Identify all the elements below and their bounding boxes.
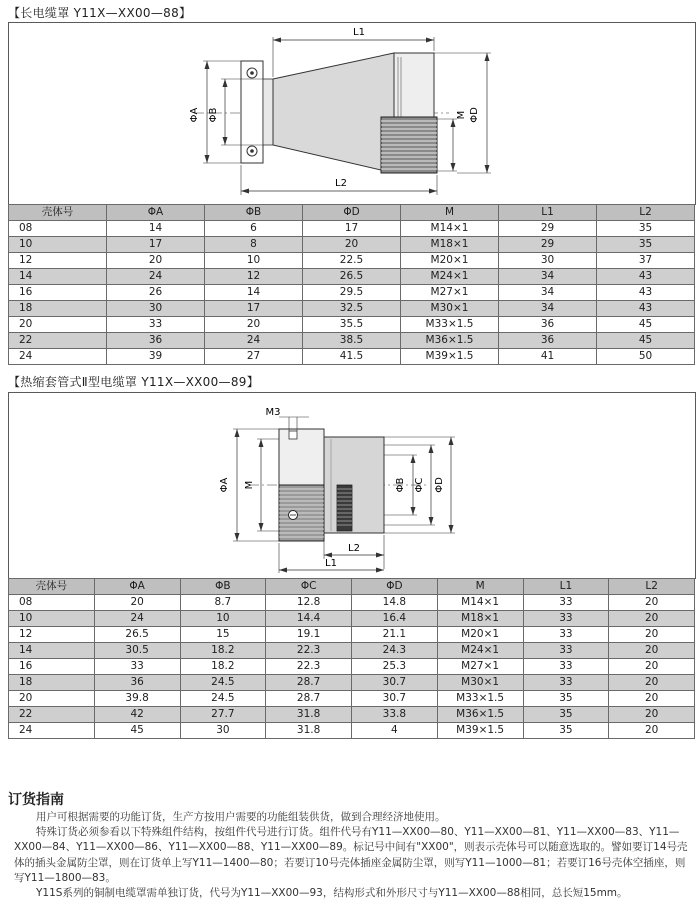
table-cell: 24 bbox=[94, 611, 180, 627]
table-row bbox=[9, 723, 695, 739]
heat-shrink-cable-cover-drawing bbox=[9, 393, 695, 579]
table-cell: M20×1 bbox=[401, 253, 499, 269]
table-cell: 22.5 bbox=[303, 253, 401, 269]
ordering-guide-text bbox=[14, 810, 690, 901]
table-cell: 17 bbox=[205, 301, 303, 317]
section1-drawing bbox=[8, 22, 696, 205]
dim2-l1: L1 bbox=[325, 558, 337, 569]
table-row bbox=[9, 285, 695, 301]
table-cell: 34 bbox=[499, 285, 597, 301]
col-header: 壳体号 bbox=[9, 205, 107, 221]
table-row bbox=[9, 643, 695, 659]
col-header: ΦA bbox=[107, 205, 205, 221]
table-cell: 31.8 bbox=[266, 723, 352, 739]
dim-l1: L1 bbox=[353, 27, 365, 38]
table-cell: 8.7 bbox=[180, 595, 266, 611]
table-cell: 33 bbox=[523, 643, 609, 659]
table-cell: 6 bbox=[205, 221, 303, 237]
table-cell: 14 bbox=[9, 269, 107, 285]
dim2-phi-c: ΦC bbox=[414, 477, 425, 493]
table-cell: 15 bbox=[180, 627, 266, 643]
table-cell: 30.5 bbox=[94, 643, 180, 659]
table-cell: 22 bbox=[9, 333, 107, 349]
table-cell: 26 bbox=[107, 285, 205, 301]
table-cell: 45 bbox=[597, 333, 695, 349]
table-cell: 36 bbox=[107, 333, 205, 349]
table-cell: 14.4 bbox=[266, 611, 352, 627]
table-cell: M24×1 bbox=[401, 269, 499, 285]
dim-phi-d: ΦD bbox=[469, 107, 480, 123]
table-cell: 18 bbox=[9, 675, 95, 691]
table-cell: 39 bbox=[107, 349, 205, 365]
dim2-l2: L2 bbox=[348, 543, 360, 554]
section2-drawing bbox=[8, 392, 696, 579]
table-cell: 20 bbox=[303, 237, 401, 253]
table-cell: M27×1 bbox=[437, 659, 523, 675]
table-cell: M30×1 bbox=[437, 675, 523, 691]
table-cell: 33 bbox=[94, 659, 180, 675]
table-cell: 20 bbox=[609, 627, 695, 643]
table-cell: 33 bbox=[523, 611, 609, 627]
table-cell: 24.5 bbox=[180, 691, 266, 707]
table-cell: 18 bbox=[9, 301, 107, 317]
table-cell: 30.7 bbox=[352, 691, 438, 707]
table-row bbox=[9, 349, 695, 365]
dim-phi-b: ΦB bbox=[208, 107, 219, 123]
table-cell: 42 bbox=[94, 707, 180, 723]
table-row bbox=[9, 269, 695, 285]
col-header: ΦD bbox=[352, 579, 438, 595]
table-cell: 43 bbox=[597, 269, 695, 285]
table-cell: 20 bbox=[9, 317, 107, 333]
table-cell: 24 bbox=[205, 333, 303, 349]
table-row bbox=[9, 221, 695, 237]
table-cell: 24 bbox=[107, 269, 205, 285]
table-cell: 33 bbox=[523, 595, 609, 611]
table-cell: 10 bbox=[9, 611, 95, 627]
table-cell: M18×1 bbox=[437, 611, 523, 627]
guide-paragraph: 用户可根据需要的功能订货，生产方按用户需要的功能组装供货，做到合理经济地使用。 bbox=[36, 811, 446, 823]
table-cell: 10 bbox=[9, 237, 107, 253]
table-cell: 34 bbox=[499, 301, 597, 317]
col-header: 壳体号 bbox=[9, 579, 95, 595]
table-cell: 29 bbox=[499, 221, 597, 237]
col-header: L1 bbox=[523, 579, 609, 595]
table-row bbox=[9, 611, 695, 627]
table-row bbox=[9, 675, 695, 691]
table-row bbox=[9, 301, 695, 317]
table-cell: 20 bbox=[9, 691, 95, 707]
table-cell: M36×1.5 bbox=[401, 333, 499, 349]
table-cell: 27.7 bbox=[180, 707, 266, 723]
table-cell: 12 bbox=[205, 269, 303, 285]
table-cell: 14.8 bbox=[352, 595, 438, 611]
table-cell: 8 bbox=[205, 237, 303, 253]
col-header: L2 bbox=[597, 205, 695, 221]
table-cell: 35 bbox=[597, 221, 695, 237]
table-cell: 17 bbox=[107, 237, 205, 253]
table-cell: 33 bbox=[523, 659, 609, 675]
table-cell: 38.5 bbox=[303, 333, 401, 349]
table-cell: 30 bbox=[499, 253, 597, 269]
table-cell: 16 bbox=[9, 285, 107, 301]
table-cell: 20 bbox=[609, 643, 695, 659]
table-cell: 18.2 bbox=[180, 659, 266, 675]
table-cell: M14×1 bbox=[437, 595, 523, 611]
table-cell: 33 bbox=[523, 675, 609, 691]
table-row bbox=[9, 595, 695, 611]
table-cell: 39.8 bbox=[94, 691, 180, 707]
col-header: L1 bbox=[499, 205, 597, 221]
table-cell: 08 bbox=[9, 221, 107, 237]
table-cell: M27×1 bbox=[401, 285, 499, 301]
table-cell: 21.1 bbox=[352, 627, 438, 643]
col-header: ΦD bbox=[303, 205, 401, 221]
table-cell: 14 bbox=[107, 221, 205, 237]
table-cell: 36 bbox=[499, 317, 597, 333]
table-cell: 22 bbox=[9, 707, 95, 723]
dim2-phi-d: ΦD bbox=[434, 477, 445, 493]
dim-phi-a: ΦA bbox=[189, 107, 200, 123]
table-cell: 50 bbox=[597, 349, 695, 365]
table-cell: M20×1 bbox=[437, 627, 523, 643]
table-cell: 35.5 bbox=[303, 317, 401, 333]
ordering-guide-title: 订货指南 bbox=[8, 792, 64, 808]
table-cell: M33×1.5 bbox=[401, 317, 499, 333]
table-cell: 12.8 bbox=[266, 595, 352, 611]
dim-m3: M3 bbox=[265, 407, 281, 418]
table-cell: 24 bbox=[9, 723, 95, 739]
table-cell: 33 bbox=[107, 317, 205, 333]
table-cell: 29.5 bbox=[303, 285, 401, 301]
table-cell: 20 bbox=[609, 723, 695, 739]
table-cell: 22.3 bbox=[266, 643, 352, 659]
table-row bbox=[9, 627, 695, 643]
table-cell: 41 bbox=[499, 349, 597, 365]
table-cell: 20 bbox=[205, 317, 303, 333]
table-cell: M39×1.5 bbox=[401, 349, 499, 365]
table-cell: 20 bbox=[609, 707, 695, 723]
table-cell: 10 bbox=[180, 611, 266, 627]
table-cell: M36×1.5 bbox=[437, 707, 523, 723]
col-header: M bbox=[401, 205, 499, 221]
table-cell: 28.7 bbox=[266, 691, 352, 707]
table-cell: 24.5 bbox=[180, 675, 266, 691]
col-header: ΦB bbox=[180, 579, 266, 595]
table-row bbox=[9, 659, 695, 675]
table-cell: 31.8 bbox=[266, 707, 352, 723]
dim2-phi-b: ΦB bbox=[395, 477, 406, 493]
table-cell: 41.5 bbox=[303, 349, 401, 365]
table-header-row bbox=[9, 579, 695, 595]
table-cell: 12 bbox=[9, 627, 95, 643]
col-header: M bbox=[437, 579, 523, 595]
table-cell: 43 bbox=[597, 285, 695, 301]
table-header-row bbox=[9, 205, 695, 221]
col-header: ΦC bbox=[266, 579, 352, 595]
table-cell: 19.1 bbox=[266, 627, 352, 643]
table-cell: 26.5 bbox=[303, 269, 401, 285]
table-cell: 20 bbox=[609, 611, 695, 627]
table-cell: 29 bbox=[499, 237, 597, 253]
table-cell: 30 bbox=[107, 301, 205, 317]
table-cell: 22.3 bbox=[266, 659, 352, 675]
table-cell: 20 bbox=[94, 595, 180, 611]
table-cell: 35 bbox=[523, 707, 609, 723]
table-cell: 27 bbox=[205, 349, 303, 365]
table-cell: 16 bbox=[9, 659, 95, 675]
dim2-phi-a: ΦA bbox=[219, 477, 230, 493]
table-cell: 34 bbox=[499, 269, 597, 285]
table-cell: 30 bbox=[180, 723, 266, 739]
guide-paragraph: Y11S系列的铜制电缆罩需单独订货，代号为Y11—XX00—93，结构形式和外形尺寸与Y11—XX00—88相同，总长短15mm。 bbox=[36, 887, 628, 900]
table-cell: 20 bbox=[107, 253, 205, 269]
table-row bbox=[9, 707, 695, 723]
table-cell: 14 bbox=[9, 643, 95, 659]
table-cell: M14×1 bbox=[401, 221, 499, 237]
table-cell: 33.8 bbox=[352, 707, 438, 723]
table-cell: 20 bbox=[609, 659, 695, 675]
table-cell: 45 bbox=[94, 723, 180, 739]
table-row bbox=[9, 333, 695, 349]
table-cell: 12 bbox=[9, 253, 107, 269]
table-cell: 17 bbox=[303, 221, 401, 237]
section1-title: 【长电缆罩 Y11X—XX00—88】 bbox=[8, 6, 192, 20]
table-cell: 14 bbox=[205, 285, 303, 301]
dim-m: M bbox=[456, 110, 467, 120]
table-row bbox=[9, 691, 695, 707]
table-cell: M30×1 bbox=[401, 301, 499, 317]
table-cell: 37 bbox=[597, 253, 695, 269]
table-cell: 30.7 bbox=[352, 675, 438, 691]
table-cell: 20 bbox=[609, 595, 695, 611]
section1-table bbox=[8, 204, 695, 365]
table-cell: 35 bbox=[523, 691, 609, 707]
table-row bbox=[9, 237, 695, 253]
table-cell: M33×1.5 bbox=[437, 691, 523, 707]
table-cell: 4 bbox=[352, 723, 438, 739]
dim2-m: M bbox=[244, 480, 255, 490]
long-cable-cover-drawing bbox=[9, 23, 695, 205]
table-cell: 36 bbox=[94, 675, 180, 691]
table-cell: 20 bbox=[609, 691, 695, 707]
table-cell: 18.2 bbox=[180, 643, 266, 659]
table-cell: 35 bbox=[597, 237, 695, 253]
section2-table bbox=[8, 578, 695, 739]
dim-l2: L2 bbox=[335, 178, 347, 189]
col-header: L2 bbox=[609, 579, 695, 595]
table-cell: 08 bbox=[9, 595, 95, 611]
col-header: ΦB bbox=[205, 205, 303, 221]
table-cell: 26.5 bbox=[94, 627, 180, 643]
table-cell: 45 bbox=[597, 317, 695, 333]
table-cell: 10 bbox=[205, 253, 303, 269]
table-cell: 24 bbox=[9, 349, 107, 365]
table-cell: M24×1 bbox=[437, 643, 523, 659]
table-cell: 43 bbox=[597, 301, 695, 317]
table-cell: 28.7 bbox=[266, 675, 352, 691]
table-cell: 20 bbox=[609, 675, 695, 691]
table-cell: 24.3 bbox=[352, 643, 438, 659]
table-cell: 36 bbox=[499, 333, 597, 349]
table-cell: 35 bbox=[523, 723, 609, 739]
table-cell: 25.3 bbox=[352, 659, 438, 675]
guide-paragraph: 特殊订货必须参看以下特殊组件结构，按组件代号进行订货。组件代号有Y11—XX00—80、Y11—XX00—81、Y11—XX00—83、Y11—XX00—84、Y11—XX00—86、Y11—XX00—88、Y11—XX00—89。标记号中间有"XX00"，则表示壳体号可以随意选取的。譬如要订14号壳体的插头金属防尘罩，则在订货单上写Y11—1400—80；若要订10号壳体插座金属防尘罩，则写Y11—1000—81；若要订16号壳体空插座，则写Y11—1800—83。 bbox=[14, 826, 688, 884]
table-row bbox=[9, 317, 695, 333]
table-cell: M18×1 bbox=[401, 237, 499, 253]
table-cell: 16.4 bbox=[352, 611, 438, 627]
table-cell: M39×1.5 bbox=[437, 723, 523, 739]
table-cell: 32.5 bbox=[303, 301, 401, 317]
section2-title: 【热缩套管式Ⅱ型电缆罩 Y11X—XX00—89】 bbox=[8, 375, 260, 389]
table-row bbox=[9, 253, 695, 269]
col-header: ΦA bbox=[94, 579, 180, 595]
table-cell: 33 bbox=[523, 627, 609, 643]
